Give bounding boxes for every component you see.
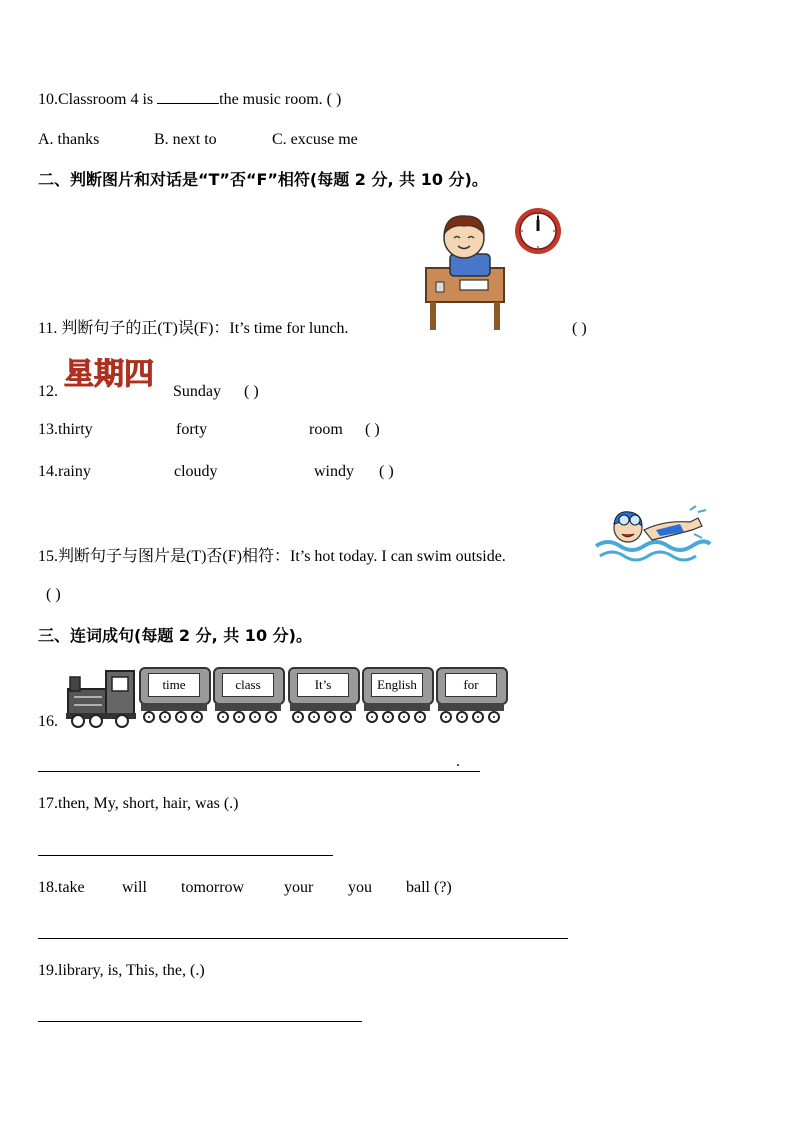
train-car-1 (139, 667, 209, 725)
wheel-icon (292, 711, 304, 723)
q11-text: 11. 判断句子的正(T)误(F)：It’s time for lunch. (38, 320, 349, 337)
wheel-icon (249, 711, 261, 723)
q10-option-a: A. thanks (38, 131, 100, 148)
q16-answer-line[interactable] (38, 771, 480, 772)
xingqisi-logo-text: 星期四 (64, 357, 154, 392)
q18-word-6: ball (?) (406, 879, 452, 896)
q13-answer-paren[interactable]: ( ) (365, 421, 380, 438)
boy-eating-illustration (414, 208, 510, 336)
q14-word-1: 14.rainy (38, 463, 91, 480)
xingqisi-logo (62, 352, 164, 392)
q12-word: Sunday (173, 383, 221, 400)
q13-word-2: forty (176, 421, 208, 438)
wheel-icon (159, 711, 171, 723)
wheel-icon (191, 711, 203, 723)
q15-text: 15.判断句子与图片是(T)否(F)相符：It’s hot today. I can swim outside. (38, 548, 506, 565)
q10-text-pre: 10.Classroom 4 is (38, 91, 158, 108)
swimmer-illustration (594, 500, 712, 562)
q17-text: 17.then, My, short, hair, was (.) (38, 795, 239, 812)
q18-word-1: 18.take (38, 879, 85, 896)
q11-answer-paren[interactable]: ( ) (572, 320, 587, 337)
q18-answer-line[interactable] (38, 938, 568, 939)
q14-word-2: cloudy (174, 463, 218, 480)
q13-word-3: room (309, 421, 343, 438)
train-word-1: time (148, 673, 200, 697)
q17-answer-line[interactable] (38, 855, 333, 856)
q14-word-3: windy (314, 463, 354, 480)
wheel-icon (175, 711, 187, 723)
q12-number: 12. (38, 383, 58, 400)
q18-word-2: will (122, 879, 147, 896)
wheel-icon (440, 711, 452, 723)
wheel-icon (217, 711, 229, 723)
wheel-icon (456, 711, 468, 723)
train-word-4: English (371, 673, 423, 697)
section-3-title: 三、连词成句(每题 2 分, 共 10 分)。 (38, 626, 312, 645)
train-word-2: class (222, 673, 274, 697)
q10-text-post: the music room. ( ) (219, 91, 342, 108)
train-word-3: It’s (297, 673, 349, 697)
q18-word-3: tomorrow (181, 879, 245, 896)
q18-word-5: you (348, 879, 372, 896)
clock-icon (513, 206, 563, 256)
train-car-2 (213, 667, 283, 725)
q15-answer-paren[interactable]: ( ) (46, 586, 61, 603)
q12-answer-paren[interactable]: ( ) (244, 383, 259, 400)
wheel-icon (366, 711, 378, 723)
q10-option-b: B. next to (154, 131, 217, 148)
q16-number: 16. (38, 713, 58, 730)
train-car-3 (288, 667, 358, 725)
train-car-5 (436, 667, 506, 725)
q13-word-1: 13.thirty (38, 421, 93, 438)
wheel-icon (324, 711, 336, 723)
q14-answer-paren[interactable]: ( ) (379, 463, 394, 480)
train-car-4 (362, 667, 432, 725)
wheel-icon (382, 711, 394, 723)
q10-blank[interactable] (157, 88, 219, 104)
wheel-icon (265, 711, 277, 723)
wheel-icon (340, 711, 352, 723)
wheel-icon (308, 711, 320, 723)
wheel-icon (398, 711, 410, 723)
train-word-5: for (445, 673, 497, 697)
wheel-icon (143, 711, 155, 723)
wheel-icon (472, 711, 484, 723)
train-engine-icon (64, 667, 140, 729)
q18-word-4: your (284, 879, 314, 896)
q10-option-c: C. excuse me (272, 131, 358, 148)
q10-line (38, 88, 341, 110)
q16-period: . (456, 753, 460, 770)
section-2-title: 二、判断图片和对话是“T”否“F”相符(每题 2 分, 共 10 分)。 (38, 170, 488, 189)
q19-text: 19.library, is, This, the, (.) (38, 962, 205, 979)
wheel-icon (488, 711, 500, 723)
wheel-icon (414, 711, 426, 723)
q19-answer-line[interactable] (38, 1021, 362, 1022)
wheel-icon (233, 711, 245, 723)
